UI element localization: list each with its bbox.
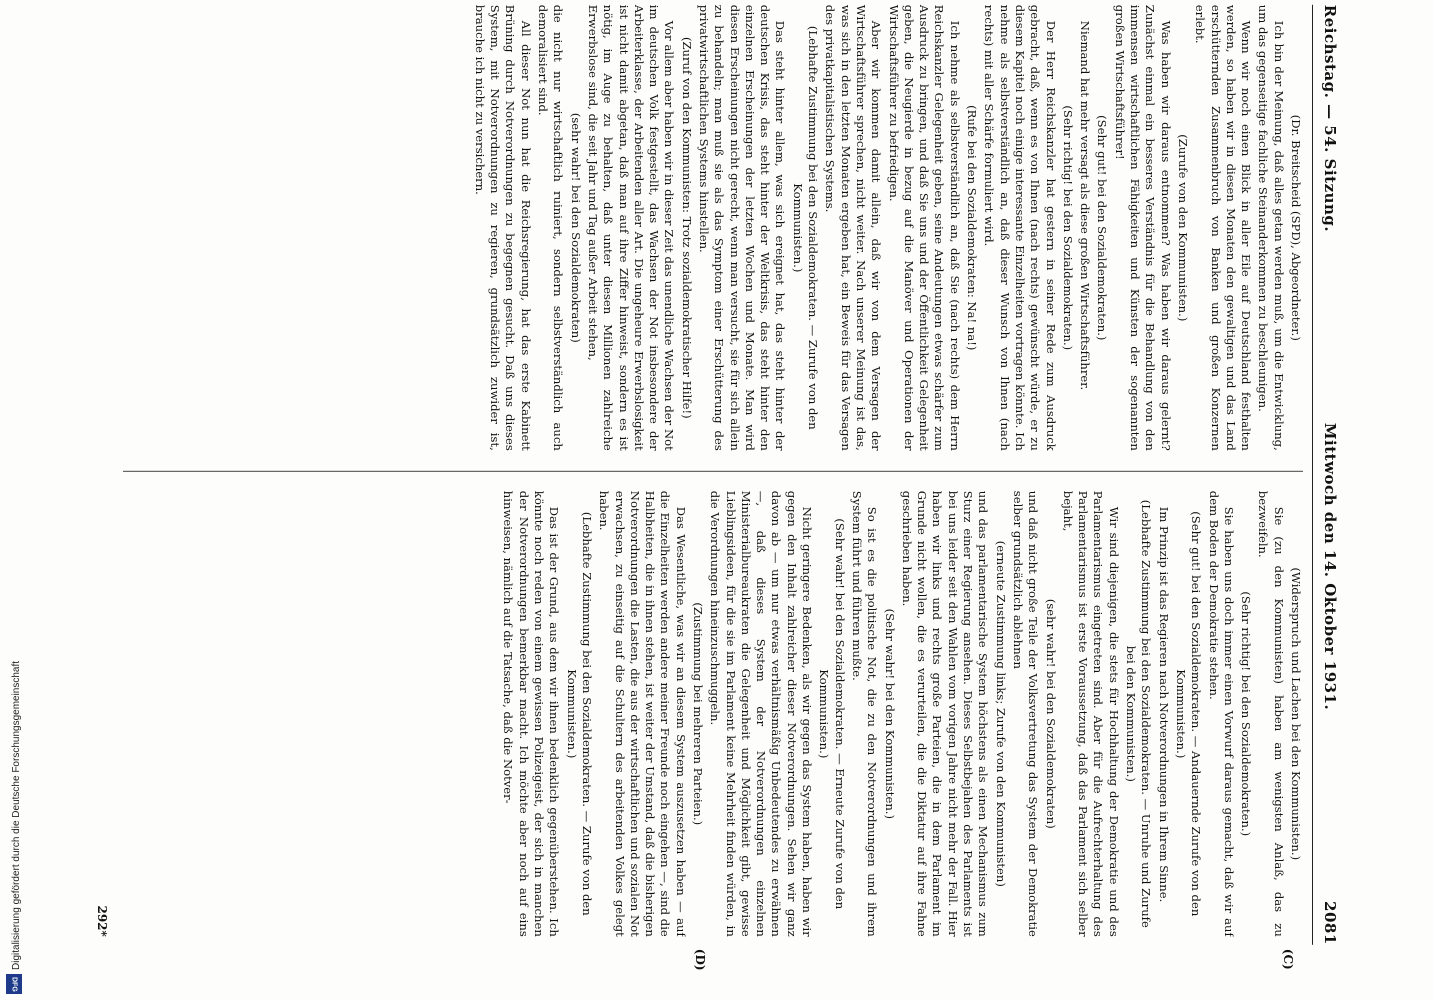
paragraph: Das ist der Grund, aus dem wir ihnen bedenklich gegenüberstehen. Ich könnte noch reden von einem gewissen Polizeigeist, der sich in manchen der Notverordnungen bemerkbar macht. Ich möchte aber noch auf eins hinweisen, nämlich auf die Tatsache, daß die Notver- — [501, 490, 562, 937]
paragraph: Wir sind diejenigen, die stets für Hochhaltung der Demokratie und des Parlamentarismus eingetreten sind. Aber für die Aufrechterhaltung des Parlamentarismus ist erste Voraussetzung, daß das Parlament sich selber bejaht, — [1060, 490, 1121, 937]
paragraph: (Sehr wahr! bei den Kommunisten.) — [882, 608, 897, 820]
paragraph: Nicht geringere Bedenken, als wir gegen das System haben, haben wir gegen den Inhalt zahlreicher dieser Notverordnungen. Sehen wir ganz davon ab — um nur etwas verhältnismäßig Unbedeutendes zu erwähnen —, daß dieses System der Notverordnungen einzelnen Ministerialbureaukraten die Gelegenheit und Möglichkeit gibt, gewisse Lieblingsideen, für die sie im Parlament keine Mehrheit finden würden, in die Verordnungen hineinzuschmuggeln. — [708, 490, 815, 937]
paragraph: (Sehr richtig! bei den Sozialdemokraten.) — [1239, 591, 1254, 837]
paragraph: (Sehr wahr! bei den Sozialdemokraten. — Erneute Zurufe von den Kommunisten.) — [817, 518, 847, 910]
paragraph: (Zurufe von den Kommunisten.) — [1175, 134, 1190, 322]
paragraph: Sie haben uns doch immer einen Vorwurf daraus gemacht, daß wir auf dem Boden der Demokratie stehen. — [1206, 490, 1236, 937]
paragraph: (Sehr gut! bei den Sozialdemokraten.) — [1095, 115, 1110, 341]
paragraph: Das steht hinter allem, was sich ereignet hat, das steht hinter der deutschen Krisis, das steht hinter der Weltkrisis, das steht hinter den einzelnen Erscheinungen der letzten Wochen und Monate. Man wird diesen Erscheinungen nicht gerecht, wenn man versucht, sie für sich allein zu behandeln; man muß sie als das Symptom einer Erschütterung des privatwirtschaftlichen Systems hinstellen. — [697, 4, 788, 451]
page-header — [1317, 5, 1339, 945]
paragraph: All dieser Not nun hat die Reichsregierung, hat das erste Kabinett Brüning durch Notverordnungen zu begegnen gesucht. Daß uns dieses System, mit Notverordnungen zu regieren, grundsätzlich zuwider ist, brauche ich nicht zu versichern. — [472, 4, 533, 451]
paragraph: Vor allem aber haben wir in dieser Zeit das unendliche Wachsen der Not im deutschen Volk festgestellt, das Wachsen der Not insbesondere der Arbeiterklasse, der Arbeitenden aller Art. Die ungeheure Erwerbslosigkeit ist nicht damit abgetan, daß man auf ihre Ziffer hinweist, sondern es ist nötig, im Auge zu behalten, daß unter diesen Millionen zahlreiche Erwerbslose sind, die seit Jahr und Tag außer Arbeit stehen, — [585, 4, 677, 451]
paragraph: (Lebhafte Zustimmung bei den Sozialdemokraten. — Zurufe von den Kommunisten.) — [790, 25, 821, 430]
paragraph: Aber wir kommen damit allein, daß wir von dem Versagen der Wirtschaftsführer sprechen, nicht weiter. Nach unserer Meinung ist das, was sich in den letzten Monaten ergeben hat, ein Beweis für das Versagen des privatkapitalistischen Systems. — [823, 4, 884, 451]
left-column — [123, 5, 1303, 451]
paragraph: Wenn wir noch einen Blick in aller Eile auf Deutschland festhalten werden, so haben wir in diesen Monaten den gewaltigen und das Land erschütternden Zusammenbruch von Banken und großen Konzernen erlebt. — [1193, 4, 1254, 451]
paragraph: (sehr wahr! bei den Sozialdemokraten) — [1043, 598, 1058, 829]
paragraph: (Sehr richtig! bei den Sozialdemokraten.) — [1060, 105, 1075, 351]
paragraph: Ich nehme als selbstverständlich an, daß Sie (nach rechts) dem Herrn Reichskanzler Gelegenheit geben, seine Andeutungen etwas schärfer zum Ausdruck zu bringen, und daß Sie uns und der Öffentlichkeit Gelegenheit geben, die Neugierde in bezug auf die Manöver und Operationen der Wirtschaftsführer zu befriedigen. — [886, 4, 962, 451]
header-rule — [1312, 5, 1313, 945]
paragraph: (erneute Zustimmung links; Zurufe von den Kommunisten) — [993, 540, 1008, 887]
paragraph: So ist es die politische Not, die zu den Notverordnungen und ihrem System führt und führen mußte. — [849, 490, 880, 937]
paragraph: (Dr. Breitscheid (SPD), Abgeordneter.) — [1289, 114, 1303, 341]
column-divider — [123, 471, 1303, 472]
signature-mark: 292* — [95, 905, 109, 937]
paragraph: Sie (zu den Kommunisten) haben am wenigsten Anlaß, das zu bezweifeln. — [1256, 490, 1286, 937]
paragraph: (sehr wahr! bei den Sozialdemokraten) — [568, 112, 583, 343]
paragraph: Niemand hat mehr versagt als diese großen Wirtschaftsführer. — [1078, 20, 1093, 391]
paragraph: (Zustimmung bei mehreren Parteien.) — [691, 602, 706, 826]
margin-marker-c: (C) — [1281, 948, 1295, 970]
paragraph: Das Wesentliche, was wir an diesem System auszusetzen haben — auf die Einzelheiten werden andere meiner Freunde noch eingehen —, sind die Halbheiten, die in ihnen stehen, ist weiter der Umstand, daß die bisherigen Notverordnungen die Lasten, die aus der wirtschaftlichen und sozialen Not erwachsen, zu einseitig auf die Schultern des arbeitenden Volkes gelegt haben. — [597, 490, 688, 937]
paragraph: (Sehr gut! bei den Sozialdemokraten. — Andauernde Zurufe von den Kommunisten.) — [1173, 511, 1204, 917]
paragraph: (Zuruf von den Kommunisten: Trotz sozialdemokratischer Hilfe!) — [679, 36, 694, 419]
right-column — [123, 491, 1303, 937]
paragraph: die nicht nur wirtschaftlich ruiniert, sondern selbstverständlich auch demoralisiert sind. — [536, 4, 566, 451]
header-date: Mittwoch den 14. Oktober 1931. — [1321, 422, 1339, 711]
paragraph: Im Prinzip ist das Regieren nach Notverordnungen in Ihrem Sinne. — [1156, 506, 1171, 903]
paragraph: (Lebhafte Zustimmung bei den Sozialdemokraten. — Zurufe von den Kommunisten.) — [564, 511, 594, 916]
paragraph: (Lebhafte Zustimmung bei den Sozialdemokraten. — Unruhe und Zurufe bei den Kommunisten.) — [1124, 499, 1154, 928]
paragraph: (Widerspruch und Lachen bei den Kommunisten.) — [1289, 567, 1303, 861]
paragraph: Was haben wir daraus entnommen? Was haben wir daraus gelernt? Zunächst einmal ein besseres Verständnis für die Behandlung von den immensen wirtschaftlichen Fähigkeiten und Künsten der sogenannten großen Wirtschaftsführer! — [1112, 4, 1173, 451]
sidebar-credit: Digitalisierung gefördert durch die Deutsche Forschungsgemeinschaft — [11, 660, 22, 970]
paragraph: (Rufe bei den Sozialdemokraten: Na! na!) — [965, 105, 980, 351]
paragraph: und das parlamentarische System höchstens als einen Mechanismus zum Sturz einer Regierung ansehen. Dieses Selbstbejahen des Parlaments ist bei uns leider seit den Wahlen vom vorigen Jahre nicht mehr der Fall. Hier haben wir links und rechts große Parteien, die in dem Parlament im Grunde nicht wollen, die es verurteilen, die die Diktatur auf ihre Fahne geschrieben haben. — [899, 490, 991, 937]
page-number: 2081 — [1321, 901, 1339, 945]
paragraph: Der Herr Reichskanzler hat gestern in seiner Rede zum Ausdruck gebracht, daß, wenn es von Ihnen (nach rechts) gewünscht würde, er zu diesem Kapitel noch einige interessante Einzelheiten vortragen könnte. Ich nehme als selbstverständlich an, daß dieser Wunsch von Ihnen (nach rechts) mit aller Schärfe formuliert wird. — [982, 4, 1058, 451]
document-page — [87, 4, 1347, 971]
paragraph: und daß nicht große Teile der Volksvertretung das System der Demokratie selber grundsätzlich ablehnen — [1010, 490, 1041, 937]
dfg-logo: DFG — [6, 974, 22, 994]
paragraph: Ich bin der Meinung, daß alles getan werden muß, um die Entwicklung, um das gegenseitige fachliche Steinanderkommen zu beschleunigen. — [1256, 4, 1286, 451]
margin-marker-d: (D) — [693, 948, 707, 971]
digitization-sidebar — [0, 0, 30, 1000]
header-left: Reichstag. — 54. Sitzung. — [1321, 4, 1339, 233]
